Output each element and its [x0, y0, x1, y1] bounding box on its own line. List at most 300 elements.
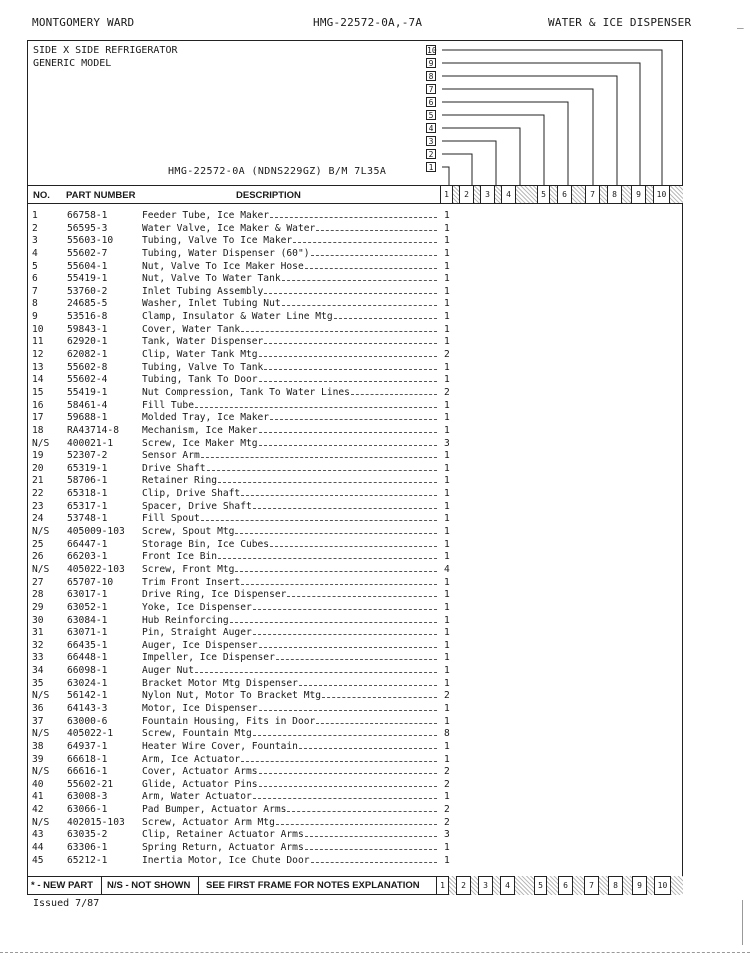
model-col-shade — [546, 876, 558, 895]
part-item-no: 23 — [32, 500, 44, 512]
part-item-no: 14 — [32, 374, 44, 386]
part-item-no: 26 — [32, 551, 44, 563]
part-number: 66435-1 — [67, 639, 108, 651]
part-item-no: N/S — [32, 816, 50, 828]
part-item-no: 6 — [32, 273, 38, 285]
table-row — [32, 463, 472, 476]
part-item-no: 19 — [32, 450, 44, 462]
dot-leader — [259, 445, 437, 446]
part-item-no: 15 — [32, 386, 44, 398]
part-number: 65212-1 — [67, 854, 108, 866]
part-description: Clamp, Insulator & Water Line Mtg — [142, 311, 333, 323]
part-quantity: 1 — [444, 551, 450, 563]
part-description: Tank, Water Dispenser — [142, 336, 264, 348]
part-number: 56595-3 — [67, 222, 108, 234]
part-quantity: 1 — [444, 424, 450, 436]
part-number: 52307-2 — [67, 450, 108, 462]
part-number: 402015-103 — [67, 816, 125, 828]
part-description: Mechanism, Ice Maker — [142, 424, 258, 436]
dot-leader — [241, 495, 437, 496]
part-description: Spring Return, Actuator Arms — [142, 842, 304, 854]
dot-leader — [259, 786, 437, 787]
table-row — [32, 261, 472, 274]
part-item-no: 1 — [32, 210, 38, 221]
model-col-shade — [571, 186, 585, 203]
part-quantity: 1 — [444, 412, 450, 424]
table-row — [32, 235, 472, 248]
part-number: 62082-1 — [67, 349, 108, 361]
part-quantity: 1 — [444, 614, 450, 626]
table-row — [32, 804, 472, 817]
part-quantity: 1 — [444, 336, 450, 348]
part-description: Retainer Ring — [142, 475, 218, 487]
part-description: Screw, Fountain Mtg — [142, 728, 252, 740]
part-number: 56142-1 — [67, 690, 108, 702]
part-description: Tubing, Valve To Tank — [142, 361, 264, 373]
part-item-no: N/S — [32, 766, 50, 778]
part-description: Nylon Nut, Motor To Bracket Mtg — [142, 690, 322, 702]
model-box-3: 3 — [426, 136, 436, 146]
table-row — [32, 741, 472, 754]
table-row — [32, 450, 472, 463]
part-number: 24685-5 — [67, 298, 108, 310]
part-number: 59688-1 — [67, 412, 108, 424]
part-description: Impeller, Ice Dispenser — [142, 652, 275, 664]
part-item-no: 28 — [32, 589, 44, 601]
model-box-9: 9 — [426, 58, 436, 68]
dot-leader — [259, 381, 437, 382]
part-number: 63052-1 — [67, 601, 108, 613]
part-item-no: 31 — [32, 627, 44, 639]
part-item-no: 10 — [32, 323, 44, 335]
table-row — [32, 829, 472, 842]
part-quantity: 1 — [444, 652, 450, 664]
dot-leader — [235, 533, 437, 534]
model-col-1: 1 — [436, 876, 448, 895]
table-row — [32, 298, 472, 311]
model-col-6: 6 — [557, 186, 571, 203]
model-col-shade — [448, 876, 456, 895]
part-description: Fill Spout — [142, 513, 200, 525]
model-col-4: 4 — [500, 876, 514, 895]
dot-leader — [264, 369, 437, 370]
part-number: 63017-1 — [67, 589, 108, 601]
part-item-no: 32 — [32, 639, 44, 651]
part-description: Arm, Water Actuator — [142, 791, 252, 803]
title-line-2: GENERIC MODEL — [33, 58, 112, 69]
part-quantity: 1 — [444, 273, 450, 285]
table-row — [32, 551, 472, 564]
part-description: Pad Bumper, Actuator Arms — [142, 804, 287, 816]
part-quantity: 1 — [444, 235, 450, 247]
part-quantity: 2 — [444, 804, 450, 816]
dot-leader — [287, 596, 437, 597]
part-quantity: 1 — [444, 576, 450, 588]
part-item-no: 9 — [32, 311, 38, 323]
part-description: Clip, Retainer Actuator Arms — [142, 829, 304, 841]
part-number: 405022-1 — [67, 728, 114, 740]
model-code: HMG-22572-0A (NDNS229GZ) B/M 7L35A — [168, 166, 387, 177]
part-number: 55419-1 — [67, 273, 108, 285]
table-row — [32, 501, 472, 514]
part-number: 53748-1 — [67, 513, 108, 525]
part-item-no: 43 — [32, 829, 44, 841]
part-item-no: 18 — [32, 424, 44, 436]
model-col-shade — [621, 186, 631, 203]
dot-leader — [282, 280, 437, 281]
table-row — [32, 210, 472, 223]
model-col-shade — [572, 876, 584, 895]
part-number: 63024-1 — [67, 677, 108, 689]
part-quantity: 1 — [444, 715, 450, 727]
dot-leader — [201, 457, 437, 458]
part-item-no: 37 — [32, 715, 44, 727]
part-description: Washer, Inlet Tubing Nut — [142, 298, 281, 310]
table-row — [32, 412, 472, 425]
part-quantity: 3 — [444, 437, 450, 449]
title-line-1: SIDE X SIDE REFRIGERATOR — [33, 45, 178, 56]
table-row — [32, 336, 472, 349]
dot-leader — [207, 470, 437, 471]
part-description: Drive Shaft — [142, 462, 206, 474]
dot-leader — [351, 394, 437, 395]
model-col-shade — [494, 186, 501, 203]
model-col-7: 7 — [585, 186, 599, 203]
model-col-shade — [645, 186, 653, 203]
part-quantity: 1 — [444, 222, 450, 234]
model-col-5: 5 — [534, 876, 546, 895]
footer-divider — [198, 876, 199, 895]
part-description: Front Ice Bin — [142, 551, 218, 563]
model-col-9: 9 — [631, 186, 645, 203]
model-col-shade — [549, 186, 557, 203]
part-item-no: 7 — [32, 285, 38, 297]
part-item-no: 12 — [32, 349, 44, 361]
dot-leader — [276, 824, 437, 825]
model-col-shade — [492, 876, 500, 895]
dot-leader — [253, 798, 437, 799]
col-head-part-number: PART NUMBER — [66, 190, 136, 201]
header-bottom-rule — [27, 203, 683, 204]
part-quantity: 1 — [444, 260, 450, 272]
table-row — [32, 539, 472, 552]
dot-leader — [299, 685, 437, 686]
part-quantity: 8 — [444, 728, 450, 740]
table-row — [32, 475, 472, 488]
model-col-shade — [598, 876, 608, 895]
dot-leader — [195, 672, 437, 673]
table-row — [32, 855, 472, 868]
parts-list — [32, 210, 472, 867]
table-row — [32, 779, 472, 792]
dot-leader — [218, 558, 437, 559]
footer-divider — [101, 876, 102, 895]
table-row — [32, 665, 472, 678]
part-quantity: 1 — [444, 298, 450, 310]
col-head-description: DESCRIPTION — [236, 190, 301, 201]
part-number: 62920-1 — [67, 336, 108, 348]
part-description: Glide, Actuator Pins — [142, 778, 258, 790]
part-description: Water Valve, Ice Maker & Water — [142, 222, 316, 234]
part-item-no: 13 — [32, 361, 44, 373]
part-number: 58461-4 — [67, 399, 108, 411]
part-number: 65318-1 — [67, 488, 108, 500]
table-row — [32, 690, 472, 703]
dot-leader — [293, 242, 437, 243]
model-leader-lines — [420, 40, 683, 186]
part-item-no: 34 — [32, 665, 44, 677]
part-item-no: 36 — [32, 702, 44, 714]
brand-name: MONTGOMERY WARD — [32, 16, 135, 29]
table-row — [32, 652, 472, 665]
dot-leader — [259, 773, 437, 774]
model-col-5: 5 — [537, 186, 549, 203]
part-description: Nut Compression, Tank To Water Lines — [142, 386, 350, 398]
part-description: Nut, Valve To Ice Maker Hose — [142, 260, 304, 272]
part-description: Nut, Valve To Water Tank — [142, 273, 281, 285]
part-number: 63066-1 — [67, 804, 108, 816]
notes-reference: SEE FIRST FRAME FOR NOTES EXPLANATION — [206, 880, 420, 891]
part-number: 55602-8 — [67, 361, 108, 373]
part-number: 55419-1 — [67, 386, 108, 398]
part-number: 400021-1 — [67, 437, 114, 449]
model-box-2: 2 — [426, 149, 436, 159]
table-row — [32, 513, 472, 526]
part-quantity: 1 — [444, 361, 450, 373]
model-col-shade — [452, 186, 459, 203]
model-col-1: 1 — [440, 186, 452, 203]
table-row — [32, 678, 472, 691]
part-item-no: 17 — [32, 412, 44, 424]
model-col-8: 8 — [608, 876, 622, 895]
part-item-no: 8 — [32, 298, 38, 310]
part-description: Auger, Ice Dispenser — [142, 639, 258, 651]
part-item-no: 27 — [32, 576, 44, 588]
dot-leader — [218, 482, 437, 483]
header-dash: _ — [737, 16, 744, 29]
part-description: Tubing, Valve To Ice Maker — [142, 235, 293, 247]
part-description: Clip, Drive Shaft — [142, 488, 241, 500]
part-quantity: 1 — [444, 601, 450, 613]
model-col-shade — [470, 876, 478, 895]
part-quantity: 1 — [444, 677, 450, 689]
dot-leader — [334, 318, 437, 319]
part-quantity: 1 — [444, 526, 450, 538]
dot-leader — [270, 217, 437, 218]
part-description: Fountain Housing, Fits in Door — [142, 715, 316, 727]
table-row — [32, 627, 472, 640]
part-quantity: 2 — [444, 778, 450, 790]
table-row — [32, 425, 472, 438]
part-quantity: 1 — [444, 842, 450, 854]
part-description: Sensor Arm — [142, 450, 200, 462]
part-description: Storage Bin, Ice Cubes — [142, 538, 270, 550]
dot-leader — [316, 723, 437, 724]
part-number: 64937-1 — [67, 740, 108, 752]
model-col-6: 6 — [558, 876, 572, 895]
model-col-shade — [670, 876, 683, 895]
table-row — [32, 374, 472, 387]
part-quantity: 1 — [444, 627, 450, 639]
part-quantity: 1 — [444, 488, 450, 500]
part-number: 63306-1 — [67, 842, 108, 854]
dot-leader — [264, 343, 437, 344]
model-col-2: 2 — [456, 876, 470, 895]
model-box-1: 1 — [426, 162, 436, 172]
dot-leader — [305, 849, 437, 850]
part-number: 55603-10 — [67, 235, 114, 247]
dot-leader — [282, 305, 437, 306]
part-item-no: N/S — [32, 690, 50, 702]
part-item-no: 45 — [32, 854, 44, 866]
part-number: RA43714-8 — [67, 424, 119, 436]
model-col-3: 3 — [478, 876, 492, 895]
part-quantity: 4 — [444, 563, 450, 575]
part-quantity: 3 — [444, 829, 450, 841]
part-description: Heater Wire Cover, Fountain — [142, 740, 298, 752]
part-number: 63084-1 — [67, 614, 108, 626]
part-quantity: 1 — [444, 791, 450, 803]
dot-leader — [253, 735, 437, 736]
part-description: Screw, Spout Mtg — [142, 526, 235, 538]
dot-leader — [259, 356, 437, 357]
part-item-no: 5 — [32, 260, 38, 272]
dot-leader — [322, 697, 437, 698]
table-row — [32, 754, 472, 767]
scan-edge — [742, 900, 743, 945]
table-row — [32, 703, 472, 716]
part-item-no: N/S — [32, 728, 50, 740]
dot-leader — [311, 255, 437, 256]
part-quantity: 1 — [444, 374, 450, 386]
dot-leader — [305, 836, 437, 837]
table-row — [32, 791, 472, 804]
part-description: Bracket Motor Mtg Dispenser — [142, 677, 298, 689]
dot-leader — [235, 571, 437, 572]
part-item-no: 38 — [32, 740, 44, 752]
part-item-no: 21 — [32, 475, 44, 487]
legend-new-part: * - NEW PART — [31, 880, 94, 891]
part-description: Motor, Ice Dispenser — [142, 702, 258, 714]
part-number: 66447-1 — [67, 538, 108, 550]
part-item-no: N/S — [32, 563, 50, 575]
table-row — [32, 564, 472, 577]
part-number: 66616-1 — [67, 766, 108, 778]
model-box-7: 7 — [426, 84, 436, 94]
table-row — [32, 387, 472, 400]
part-number: 63035-2 — [67, 829, 108, 841]
part-description: Hub Reinforcing — [142, 614, 229, 626]
part-description: Screw, Front Mtg — [142, 563, 235, 575]
part-number: 66203-1 — [67, 551, 108, 563]
dot-leader — [316, 230, 437, 231]
part-description: Cover, Actuator Arms — [142, 766, 258, 778]
model-col-shade — [599, 186, 607, 203]
part-quantity: 1 — [444, 210, 450, 221]
part-item-no: 25 — [32, 538, 44, 550]
model-col-shade — [515, 186, 537, 203]
table-row — [32, 589, 472, 602]
dot-leader — [276, 659, 437, 660]
part-item-no: 44 — [32, 842, 44, 854]
dot-leader — [241, 584, 437, 585]
dot-leader — [230, 622, 437, 623]
dot-leader — [270, 546, 437, 547]
model-col-3: 3 — [480, 186, 494, 203]
part-number: 405009-103 — [67, 526, 125, 538]
table-row — [32, 766, 472, 779]
dot-leader — [253, 609, 437, 610]
part-number: 59843-1 — [67, 323, 108, 335]
table-row — [32, 577, 472, 590]
part-description: Fill Tube — [142, 399, 194, 411]
table-row — [32, 400, 472, 413]
part-quantity: 2 — [444, 766, 450, 778]
part-quantity: 1 — [444, 399, 450, 411]
dot-leader — [270, 419, 437, 420]
part-quantity: 1 — [444, 589, 450, 601]
part-number: 64143-3 — [67, 702, 108, 714]
part-description: Molded Tray, Ice Maker — [142, 412, 270, 424]
issued-date: Issued 7/87 — [33, 898, 100, 909]
dot-leader — [299, 748, 437, 749]
model-columns-header — [440, 186, 683, 203]
model-col-shade — [473, 186, 480, 203]
part-description: Auger Nut — [142, 665, 194, 677]
table-row — [32, 640, 472, 653]
part-number: 55602-21 — [67, 778, 114, 790]
part-description: Screw, Ice Maker Mtg — [142, 437, 258, 449]
part-quantity: 2 — [444, 349, 450, 361]
part-item-no: 39 — [32, 753, 44, 765]
dot-leader — [241, 331, 437, 332]
col-head-no: NO. — [33, 190, 50, 201]
part-number: 65317-1 — [67, 500, 108, 512]
part-number: 58706-1 — [67, 475, 108, 487]
dot-leader — [259, 710, 437, 711]
part-item-no: 40 — [32, 778, 44, 790]
model-col-2: 2 — [459, 186, 473, 203]
part-description: Feeder Tube, Ice Maker — [142, 210, 270, 221]
part-number: 66618-1 — [67, 753, 108, 765]
dot-leader — [253, 634, 437, 635]
part-item-no: 42 — [32, 804, 44, 816]
legend-not-shown: N/S - NOT SHOWN — [107, 880, 191, 891]
model-box-6: 6 — [426, 97, 436, 107]
part-number: 65319-1 — [67, 462, 108, 474]
part-number: 55602-7 — [67, 247, 108, 259]
part-quantity: 1 — [444, 311, 450, 323]
table-row — [32, 311, 472, 324]
part-description: Spacer, Drive Shaft — [142, 500, 252, 512]
dot-leader — [264, 293, 437, 294]
part-description: Screw, Actuator Arm Mtg — [142, 816, 275, 828]
part-item-no: 20 — [32, 462, 44, 474]
model-col-shade — [669, 186, 683, 203]
part-description: Arm, Ice Actuator — [142, 753, 241, 765]
part-item-no: 16 — [32, 399, 44, 411]
part-number: 63008-3 — [67, 791, 108, 803]
model-col-shade — [514, 876, 534, 895]
part-quantity: 1 — [444, 702, 450, 714]
model-col-7: 7 — [584, 876, 598, 895]
model-box-5: 5 — [426, 110, 436, 120]
part-quantity: 1 — [444, 753, 450, 765]
table-row — [32, 817, 472, 830]
table-row — [32, 842, 472, 855]
part-description: Inertia Motor, Ice Chute Door — [142, 854, 310, 866]
table-row — [32, 716, 472, 729]
